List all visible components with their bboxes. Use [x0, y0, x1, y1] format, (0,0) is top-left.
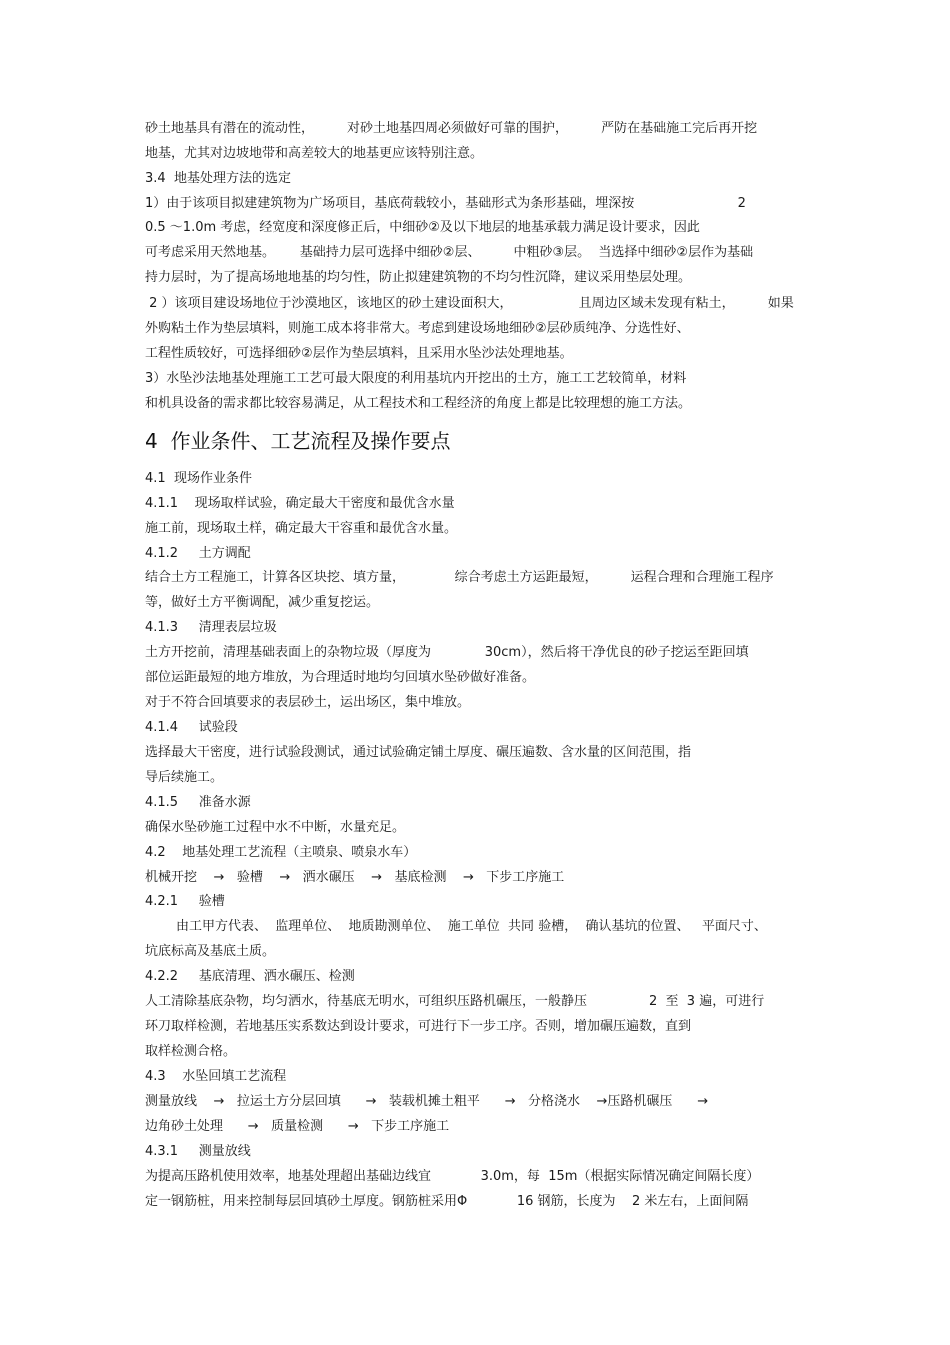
process-flow-line: 测量放线 → 拉运土方分层回填 → 装载机摊土粗平 → 分格浇水 →压路机碾压 →	[145, 1094, 709, 1109]
body-line: 由工甲方代表、 监理单位、 地质勘测单位、 施工单位 共同 验槽， 确认基坑的位置、 平面尺寸、	[176, 919, 767, 934]
subsection-heading: 4.1.3 清理表层垃圾	[145, 620, 277, 635]
body-line: 1）由于该项目拟建建筑物为广场项目，基底荷载较小，基础形式为条形基础，埋深按 2	[145, 196, 746, 211]
body-line: 施工前，现场取土样，确定最大干容重和最优含水量。	[145, 521, 458, 536]
body-line: 人工清除基底杂物，均匀洒水，待基底无明水，可组织压路机碾压，一般静压 2 至 3 遍，可进行	[145, 994, 765, 1009]
body-line: 确保水坠砂施工过程中水不中断，水量充足。	[145, 820, 406, 835]
subsection-heading: 4.2.1 验槽	[145, 894, 225, 909]
body-line: 3）水坠沙法地基处理施工工艺可最大限度的利用基坑内开挖出的土方，施工工艺较简单，材料	[145, 371, 687, 386]
body-line: 可考虑采用天然地基。 基础持力层可选择中细砂②层、 中粗砂③层。 当选择中细砂②层作为基础	[145, 245, 754, 260]
body-line: 为提高压路机使用效率，地基处理超出基础边线宜 3.0m，每 15m（根据实际情况确定间隔长度）	[145, 1169, 760, 1184]
body-line: 和机具设备的需求都比较容易满足，从工程技术和工程经济的角度上都是比较理想的施工方法。	[145, 396, 692, 411]
subsection-heading: 4.1.5 准备水源	[145, 795, 251, 810]
body-line: 工程性质较好，可选择细砂②层作为垫层填料，且采用水坠沙法处理地基。	[145, 346, 573, 361]
body-line: 0.5 ～1.0m 考虑，经宽度和深度修正后，中细砂②及以下地层的地基承载力满足设计要求，因此	[145, 220, 700, 235]
body-line: 2 ）该项目建设场地位于沙漠地区，该地区的砂土建设面积大， 且周边区域未发现有粘土， 如果	[145, 296, 794, 311]
body-line: 坑底标高及基底土质。	[145, 944, 276, 959]
body-line: 地基，尤其对边坡地带和高差较大的地基更应该特别注意。	[145, 146, 484, 161]
subsection-heading: 4.1.2 土方调配	[145, 546, 251, 561]
body-line: 持力层时，为了提高场地地基的均匀性，防止拟建建筑物的不均匀性沉降，建议采用垫层处理。	[145, 270, 692, 285]
subsection-heading: 4.3.1 测量放线	[145, 1144, 251, 1159]
section-heading: 4 作业条件、工艺流程及操作要点	[145, 429, 451, 453]
process-flow-line: 机械开挖 → 验槽 → 洒水碾压 → 基底检测 → 下步工序施工	[145, 870, 565, 885]
subsection-heading: 4.1.4 试验段	[145, 720, 238, 735]
body-line: 土方开挖前，清理基础表面上的杂物垃圾（厚度为 30cm），然后将干净优良的砂子挖运至距回填	[145, 645, 749, 660]
body-line: 部位运距最短的地方堆放，为合理适时地均匀回填水坠砂做好准备。	[145, 670, 536, 685]
subsection-heading: 4.2.2 基底清理、洒水碾压、检测	[145, 969, 355, 984]
subsection-heading: 4.3 水坠回填工艺流程	[145, 1069, 287, 1084]
body-line: 环刀取样检测，若地基压实系数达到设计要求，可进行下一步工序。否则，增加碾压遍数，直到	[145, 1019, 692, 1034]
body-line: 结合土方工程施工，计算各区块挖、填方量， 综合考虑土方运距最短， 运程合理和合理施工程序	[145, 570, 774, 585]
body-line: 定一钢筋桩，用来控制每层回填砂土厚度。钢筋桩采用Φ 16 钢筋，长度为 2 米左右，上面间隔	[145, 1194, 749, 1209]
body-line: 选择最大干密度，进行试验段测试，通过试验确定铺土厚度、碾压遍数、含水量的区间范围，指	[145, 745, 692, 760]
process-flow-line: 边角砂土处理 → 质量检测 → 下步工序施工	[145, 1119, 450, 1134]
subsection-heading: 4.1.1 现场取样试验，确定最大干密度和最优含水量	[145, 496, 455, 511]
body-line: 对于不符合回填要求的表层砂土，运出场区，集中堆放。	[145, 695, 471, 710]
body-line: 取样检测合格。	[145, 1044, 237, 1059]
subsection-heading: 3.4 地基处理方法的选定	[145, 171, 291, 186]
subsection-heading: 4.1 现场作业条件	[145, 471, 252, 486]
subsection-heading: 4.2 地基处理工艺流程（主喷泉、喷泉水车）	[145, 845, 417, 860]
body-line: 外购粘土作为垫层填料，则施工成本将非常大。考虑到建设场地细砂②层砂质纯净、分选性好、	[145, 321, 690, 336]
body-line: 等，做好土方平衡调配，减少重复挖运。	[145, 595, 380, 610]
body-line: 砂土地基具有潜在的流动性， 对砂土地基四周必须做好可靠的围护， 严防在基础施工完后再开挖	[145, 121, 758, 136]
body-line: 导后续施工。	[145, 770, 224, 785]
